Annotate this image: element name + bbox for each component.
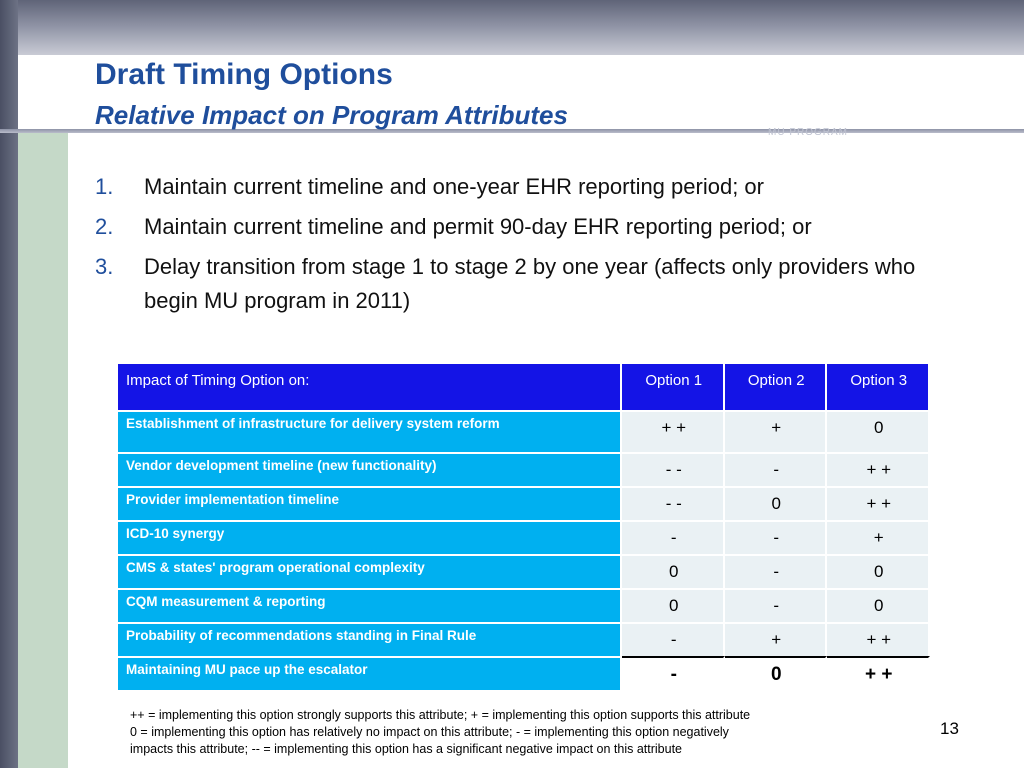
option-number: 1.	[95, 174, 114, 199]
attribute-cell: Provider implementation timeline	[118, 486, 622, 520]
left-decorative-band	[0, 0, 18, 768]
option-3-cell: 0	[827, 588, 930, 622]
table-header-row	[118, 364, 930, 410]
option-3-cell: + +	[827, 622, 930, 656]
option-1-cell: -	[622, 622, 725, 656]
table-row	[118, 588, 930, 622]
option-3-cell: + +	[827, 452, 930, 486]
option-number: 3.	[95, 254, 114, 279]
table-row	[118, 622, 930, 656]
option-2-cell: -	[725, 520, 828, 554]
attribute-cell: Probability of recommendations standing in Final Rule	[118, 622, 622, 656]
table-row	[118, 410, 930, 452]
option-2-cell: -	[725, 452, 828, 486]
option-text: Maintain current timeline and one-year EHR reporting period; or	[144, 174, 764, 199]
slide-subtitle: Relative Impact on Program Attributes	[95, 100, 568, 130]
table-row	[118, 452, 930, 486]
option-1-column-header: Option 1	[622, 364, 725, 410]
attribute-column-header: Impact of Timing Option on:	[118, 364, 622, 410]
attribute-cell: CQM measurement & reporting	[118, 588, 622, 622]
option-2-cell: 0	[725, 656, 828, 690]
table-row	[118, 486, 930, 520]
option-item-1	[95, 170, 955, 204]
option-1-cell: - -	[622, 486, 725, 520]
option-1-cell: 0	[622, 554, 725, 588]
option-text: Maintain current timeline and permit 90-day EHR reporting period; or	[144, 214, 812, 239]
option-1-cell: -	[622, 656, 725, 690]
attribute-cell: Establishment of infrastructure for delivery system reform	[118, 410, 622, 452]
timing-options-list	[95, 170, 955, 324]
impact-table	[118, 364, 930, 690]
option-2-cell: -	[725, 554, 828, 588]
option-2-cell: -	[725, 588, 828, 622]
attribute-cell: Vendor development timeline (new functionality)	[118, 452, 622, 486]
option-text: Delay transition from stage 1 to stage 2 by one year (affects only providers who begin MU program in 2011)	[144, 254, 916, 313]
option-3-cell: + +	[827, 486, 930, 520]
table-row	[118, 656, 930, 690]
slide-title: Draft Timing Options	[95, 58, 393, 91]
table-row	[118, 520, 930, 554]
left-accent-band	[18, 133, 68, 768]
option-2-cell: 0	[725, 486, 828, 520]
option-3-column-header: Option 3	[827, 364, 930, 410]
attribute-cell: CMS & states' program operational complexity	[118, 554, 622, 588]
option-1-cell: -	[622, 520, 725, 554]
top-decorative-band	[0, 0, 1024, 55]
option-2-cell: +	[725, 622, 828, 656]
option-item-2	[95, 210, 955, 244]
option-3-cell: 0	[827, 410, 930, 452]
option-3-cell: + +	[827, 656, 930, 690]
option-2-column-header: Option 2	[725, 364, 828, 410]
option-3-cell: +	[827, 520, 930, 554]
option-1-cell: 0	[622, 588, 725, 622]
legend-footnote	[130, 707, 920, 758]
legend-line: 0 = implementing this option has relatively no impact on this attribute; - = implementing this option negatively	[130, 725, 729, 739]
page-number: 13	[940, 719, 959, 738]
attribute-cell: ICD-10 synergy	[118, 520, 622, 554]
table-row	[118, 554, 930, 588]
option-1-cell: + +	[622, 410, 725, 452]
option-2-cell: +	[725, 410, 828, 452]
ghost-watermark-text: MU PROGRAM	[768, 127, 848, 138]
option-3-cell: 0	[827, 554, 930, 588]
option-item-3	[95, 250, 955, 318]
legend-line: impacts this attribute; -- = implementing this option has a significant negative impact on this attribute	[130, 742, 683, 756]
attribute-cell: Maintaining MU pace up the escalator	[118, 656, 622, 690]
option-number: 2.	[95, 214, 114, 239]
option-1-cell: - -	[622, 452, 725, 486]
legend-line: ++ = implementing this option strongly supports this attribute; + = implementing this option supports this attribute	[130, 708, 751, 722]
